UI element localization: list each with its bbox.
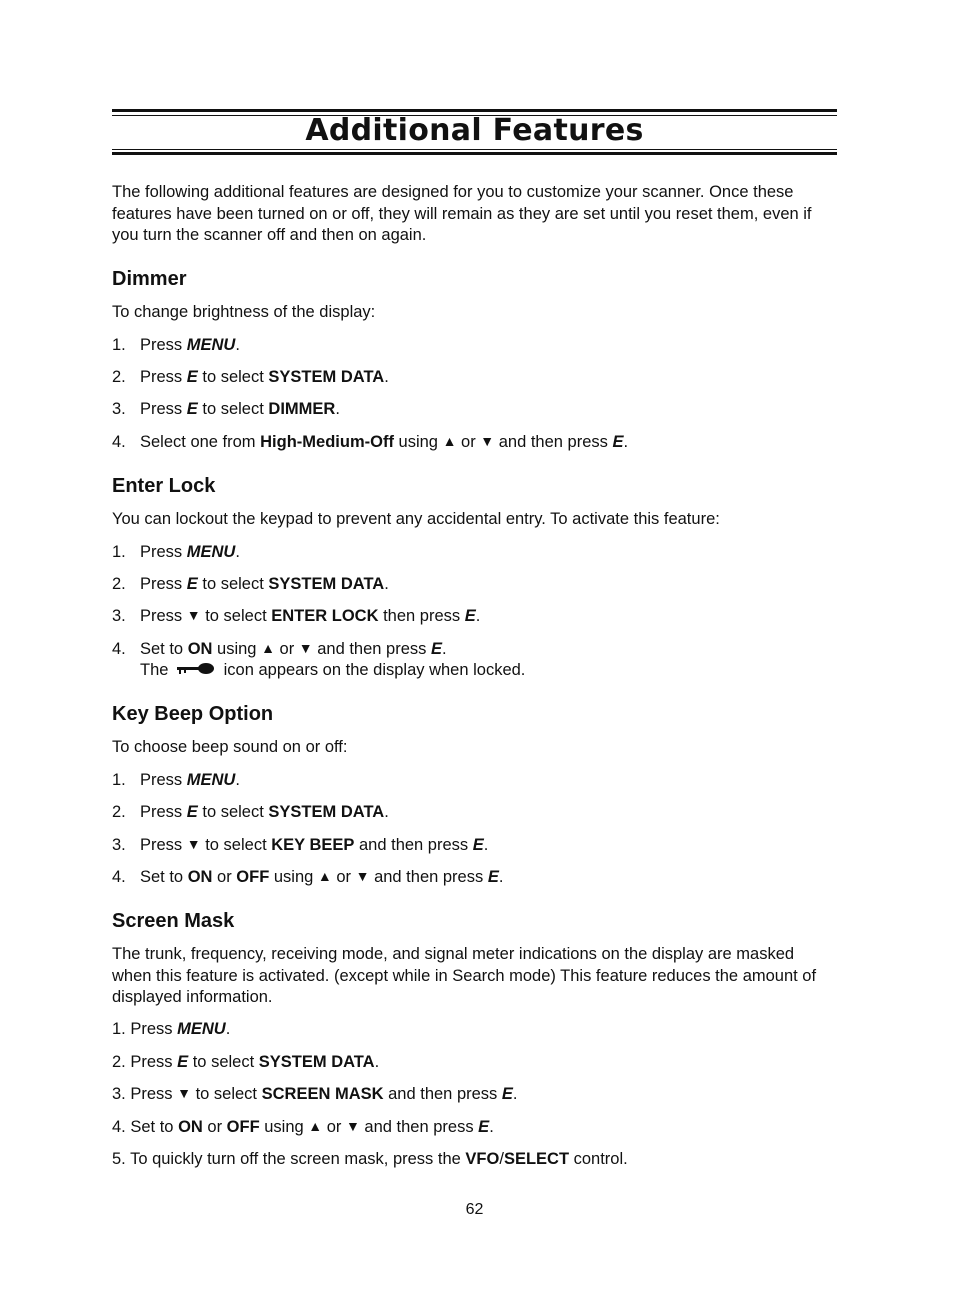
down-arrow-icon: ▼ [355,868,370,884]
step-text: or [274,640,299,658]
step-text: To quickly turn off the screen mask, press the [130,1150,466,1168]
key-beep-heading: Key Beep Option [112,703,274,725]
step-end: . [374,1053,380,1071]
key-e: E [177,1053,189,1071]
step-text: and then press [369,868,488,886]
step-text: and then press [494,433,613,451]
step-text: Press [140,803,187,821]
step-end: . [384,803,389,821]
step-end: . [235,336,240,354]
step-text: Press [140,771,187,789]
option-dimmer: DIMMER [268,400,336,418]
option-high-medium-off: High-Medium-Off [260,433,394,451]
step-text: to select [197,400,269,418]
option-off: OFF [226,1118,260,1136]
key-lock-icon [177,662,215,676]
screen-mask-heading: Screen Mask [112,910,235,932]
enter-lock-heading: Enter Lock [112,475,216,497]
step-number: 1. [112,1020,126,1038]
step-text: using [212,640,262,658]
step-text: Press [130,1085,178,1103]
step-text: to select [200,836,272,854]
key-menu: MENU [186,336,236,354]
step-number: 4. [112,640,126,658]
screen-mask-step-3 [112,1084,517,1106]
key-e: E [186,575,198,593]
option-on: ON [178,1118,203,1136]
key-beep-step-1 [112,770,240,792]
enter-lock-step-4 [112,639,447,661]
control-vfo: VFO [465,1150,500,1168]
dimmer-step-4 [112,432,628,454]
step-text: Press [140,368,187,386]
option-system-data: SYSTEM DATA [258,1053,375,1071]
screen-mask-step-4 [112,1117,494,1139]
step-text: Press [130,1020,178,1038]
enter-lock-step-1 [112,542,240,564]
key-beep-step-4 [112,867,503,889]
step-text: Press [140,336,187,354]
step-text: Press [140,607,187,625]
key-e: E [186,368,198,386]
step-text: or [202,1118,227,1136]
down-arrow-icon: ▼ [186,607,201,623]
option-off: OFF [236,868,270,886]
step-text: then press [378,607,465,625]
up-arrow-icon: ▲ [317,868,332,884]
key-beep-step-2 [112,802,389,824]
screen-mask-step-2 [112,1052,379,1074]
step-text: Press [140,575,187,593]
key-e: E [186,803,198,821]
step-text: Press [140,400,187,418]
down-arrow-icon: ▼ [177,1085,191,1101]
step-text: and then press [312,640,431,658]
key-e: E [612,433,624,451]
step-number: 2. [112,575,126,593]
step-end: control. [569,1150,628,1168]
title-bottom-rule-thin [112,149,837,150]
step-end: . [475,607,481,625]
step-end: . [235,771,240,789]
key-menu: MENU [186,771,236,789]
enter-lock-lead: You can lockout the keypad to prevent any accidental entry. To activate this feature: [112,510,720,528]
step-text: to select [200,607,272,625]
step-text: Press [140,543,187,561]
step-number: 1. [112,336,126,354]
control-select: SELECT [503,1150,570,1168]
step-text: using [269,868,318,886]
step-number: 1. [112,771,126,789]
step-text: Select one from [140,433,261,451]
option-enter-lock: ENTER LOCK [271,607,379,625]
step-number: 3. [112,1085,126,1103]
step-text: and then press [383,1085,502,1103]
enter-lock-step-2 [112,574,389,596]
step-end: . [623,433,629,451]
step-end: . [384,575,389,593]
step-text: Set to [130,1118,179,1136]
step-text: or [322,1118,346,1136]
page-title: Additional Features [305,113,644,148]
enter-lock-note [140,660,525,682]
step-number: 3. [112,400,126,418]
step-number: 4. [112,1118,126,1136]
option-system-data: SYSTEM DATA [268,803,385,821]
key-e: E [430,640,442,658]
step-text: or [212,868,237,886]
key-e: E [464,607,476,625]
step-text: to select [188,1053,259,1071]
down-arrow-icon: ▼ [186,836,201,852]
dimmer-heading: Dimmer [112,268,187,290]
step-end: . [512,1085,518,1103]
intro-paragraph: The following additional features are designed for you to customize your scanner. Once these features have been turned on or off, they will remain as they are set until you reset them, even if you turn the scanner off and then on again. [112,183,812,244]
key-menu: MENU [186,543,236,561]
step-text: to select [197,575,269,593]
screen-mask-step-1 [112,1019,230,1041]
step-text: to select [197,803,269,821]
option-system-data: SYSTEM DATA [268,368,385,386]
step-number: 4. [112,433,126,451]
step-end: . [335,400,340,418]
step-text: Set to [140,640,188,658]
key-beep-lead: To choose beep sound on or off: [112,738,348,756]
step-text: and then press [359,1118,479,1136]
step-number: 1. [112,543,126,561]
dimmer-lead: To change brightness of the display: [112,303,376,321]
key-e: E [186,400,198,418]
option-system-data: SYSTEM DATA [268,575,385,593]
step-end: . [225,1020,231,1038]
screen-mask-lead: The trunk, frequency, receiving mode, and signal meter indications on the display are masked when this feature is activated. (except while in Search mode) This feature reduces the amount of displayed information. [112,945,817,1006]
dimmer-step-1 [112,335,240,357]
step-number: 4. [112,868,126,886]
option-screen-mask: SCREEN MASK [261,1085,384,1103]
step-number: 3. [112,836,126,854]
step-number: 2. [112,1053,126,1071]
step-text: Press [130,1053,178,1071]
step-end: . [498,868,504,886]
down-arrow-icon: ▼ [480,433,495,449]
option-on: ON [187,868,213,886]
key-e: E [472,836,484,854]
note-text: The [140,661,174,679]
key-beep-step-3 [112,835,488,857]
step-text: using [259,1118,309,1136]
step-text: using [393,433,443,451]
option-on: ON [187,640,213,658]
key-e: E [478,1118,490,1136]
note-text: icon appears on the display when locked. [219,661,526,679]
step-number: 2. [112,803,126,821]
dimmer-step-3 [112,399,340,421]
key-menu: MENU [177,1020,226,1038]
step-number: 5. [112,1150,126,1168]
step-end: . [384,368,389,386]
step-text: to select [190,1085,262,1103]
up-arrow-icon: ▲ [442,433,457,449]
step-text: Press [140,836,187,854]
step-number: 2. [112,368,126,386]
key-e: E [501,1085,513,1103]
step-number: 3. [112,607,126,625]
step-text: Set to [140,868,188,886]
step-end: . [441,640,447,658]
title-bottom-rule [112,152,837,155]
down-arrow-icon: ▼ [345,1118,360,1134]
up-arrow-icon: ▲ [261,640,275,656]
step-text: or [456,433,481,451]
key-e: E [487,868,499,886]
page-number: 62 [465,1201,484,1218]
step-text: to select [197,368,269,386]
option-key-beep: KEY BEEP [271,836,355,854]
slash: / [499,1150,504,1168]
step-end: . [483,836,489,854]
up-arrow-icon: ▲ [308,1118,323,1134]
dimmer-step-2 [112,367,389,389]
step-text: and then press [354,836,473,854]
down-arrow-icon: ▼ [298,640,313,656]
step-end: . [235,543,240,561]
enter-lock-step-3 [112,606,480,628]
step-end: . [489,1118,494,1136]
step-text: or [331,868,356,886]
screen-mask-step-5 [112,1149,628,1171]
